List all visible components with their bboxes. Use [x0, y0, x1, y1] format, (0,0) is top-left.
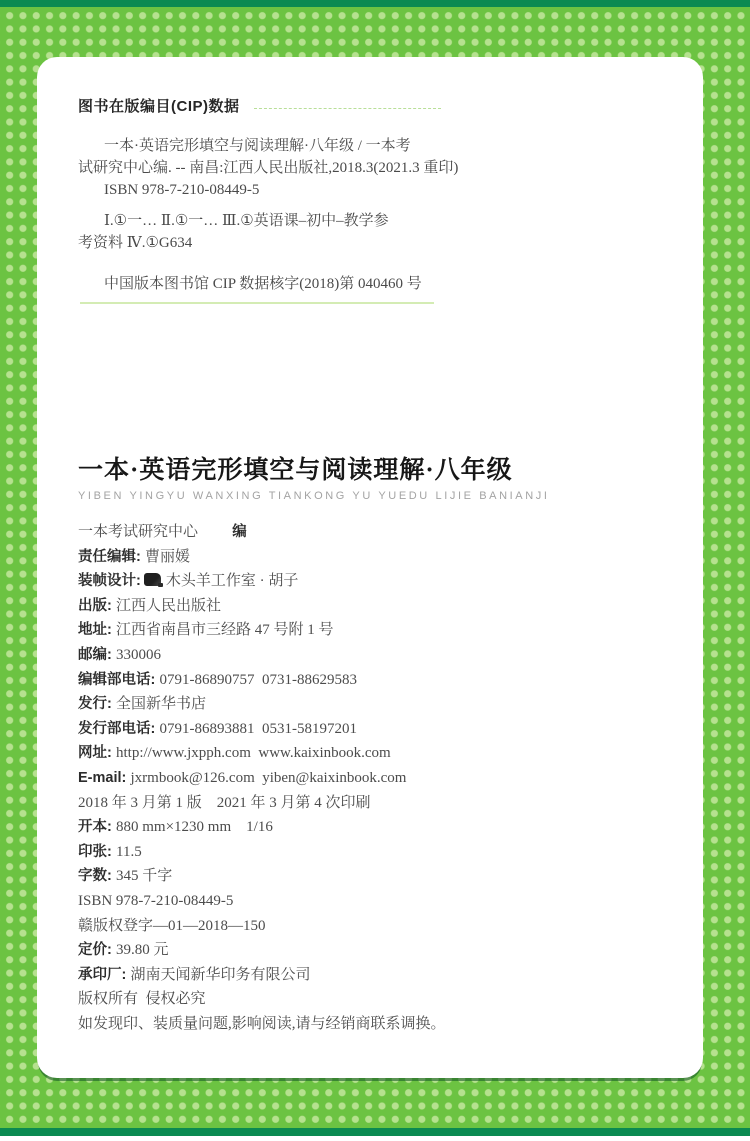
wooden-sheep-studio-logo-icon — [144, 573, 161, 586]
colophon — [78, 524, 663, 1032]
field-value: 湖南天闻新华印务有限公司 — [130, 966, 311, 983]
colophon-row-distribution-phone — [78, 721, 663, 737]
cip-record-line: 一本·英语完形填空与阅读理解·八年级 / 一本考 — [104, 138, 411, 154]
field-label: 开本: — [78, 819, 112, 836]
colophon-row-word-count — [78, 868, 663, 884]
field-label: 网址: — [78, 745, 112, 762]
colophon-row-binding-design — [78, 573, 663, 589]
field-label: 发行: — [78, 696, 112, 713]
field-value: 39.80 元 — [116, 942, 169, 959]
colophon-row-sheets — [78, 844, 663, 860]
field-value: http://www.jxpph.com www.kaixinbook.com — [116, 745, 391, 762]
top-dark-edge — [0, 0, 750, 7]
colophon-row-copyright-registration — [78, 918, 663, 934]
cip-record-line: 试研究中心编. -- 南昌:江西人民出版社,2018.3(2021.3 重印) — [78, 160, 459, 176]
field-label: 字数: — [78, 868, 112, 885]
colophon-row-format — [78, 819, 663, 835]
field-value: 全国新华书店 — [116, 696, 207, 713]
colophon-row-address — [78, 622, 663, 638]
field-value: 曹丽媛 — [145, 548, 191, 565]
colophon-row-email — [78, 770, 663, 786]
colophon-row-printer — [78, 967, 663, 983]
copyright-page — [37, 57, 703, 1078]
colophon-row-postcode — [78, 647, 663, 663]
colophon-row-edition — [78, 795, 663, 811]
editor-role: 编 — [232, 524, 247, 540]
colophon-row-editorial-phone — [78, 672, 663, 688]
field-label: 定价: — [78, 942, 112, 959]
cip-record — [78, 135, 663, 201]
field-label: 承印厂: — [78, 966, 127, 983]
cip-record-line: ISBN 978-7-210-08449-5 — [104, 182, 260, 198]
field-label: 印张: — [78, 843, 112, 860]
cip-classification — [78, 210, 663, 254]
field-value: 江西人民出版社 — [116, 597, 222, 614]
field-value: 11.5 — [116, 843, 142, 860]
book-title-pinyin: YIBEN YINGYU WANXING TIANKONG YU YUEDU LIJIE BANIANJI — [78, 490, 550, 502]
field-label: E-mail: — [78, 769, 127, 786]
field-value: jxrmbook@126.com yiben@kaixinbook.com — [130, 769, 407, 786]
field-value: 如发现印、装质量问题,影响阅读,请与经销商联系调换。 — [78, 1015, 446, 1032]
book-title: 一本·英语完形填空与阅读理解·八年级 — [78, 457, 513, 484]
field-value: 0791-86890757 0731-88629583 — [159, 671, 358, 688]
field-value: 345 千字 — [116, 868, 173, 885]
field-value: ISBN 978-7-210-08449-5 — [78, 892, 234, 909]
cip-heading: 图书在版编目(CIP)数据 — [78, 98, 240, 115]
colophon-row-price — [78, 942, 663, 958]
field-label: 责任编辑: — [78, 548, 141, 565]
colophon-row-isbn — [78, 893, 663, 909]
colophon-row-quality-notice — [78, 1016, 663, 1032]
field-value: 0791-86893881 0531-58197201 — [159, 720, 358, 737]
field-label: 发行部电话: — [78, 720, 156, 737]
section-divider — [80, 302, 434, 304]
field-value: 880 mm×1230 mm 1/16 — [116, 819, 273, 836]
field-label: 邮编: — [78, 646, 112, 663]
editor-name: 一本考试研究中心 — [78, 524, 199, 540]
field-value: 赣版权登字—01—2018—150 — [78, 917, 266, 934]
cip-heading-rule — [254, 108, 441, 109]
colophon-row-website — [78, 745, 663, 761]
cip-heading-row — [78, 98, 663, 116]
field-value: 版权所有 侵权必究 — [78, 991, 206, 1008]
cip-registry-note: 中国版本图书馆 CIP 数据核字(2018)第 040460 号 — [104, 276, 422, 292]
bottom-white-edge — [0, 1136, 750, 1141]
cip-classification-line: 考资料 Ⅳ.①G634 — [78, 235, 193, 251]
bottom-dark-edge — [0, 1128, 750, 1136]
colophon-row-rights-notice — [78, 991, 663, 1007]
cip-classification-line: Ⅰ.①一… Ⅱ.①一… Ⅲ.①英语课–初中–教学参 — [104, 213, 389, 229]
field-label: 出版: — [78, 597, 112, 614]
colophon-row-publisher — [78, 598, 663, 614]
field-value: 江西省南昌市三经路 47 号附 1 号 — [116, 622, 334, 639]
colophon-row-responsible-editor — [78, 549, 663, 565]
field-label: 编辑部电话: — [78, 671, 156, 688]
field-label: 地址: — [78, 622, 112, 639]
field-label: 装帧设计: — [78, 573, 141, 590]
field-value: 330006 — [116, 646, 162, 663]
field-value: 2018 年 3 月第 1 版 2021 年 3 月第 4 次印刷 — [78, 794, 371, 811]
editor-row — [78, 524, 663, 540]
field-value: 木头羊工作室 · 胡子 — [165, 573, 299, 590]
colophon-row-distributor — [78, 696, 663, 712]
